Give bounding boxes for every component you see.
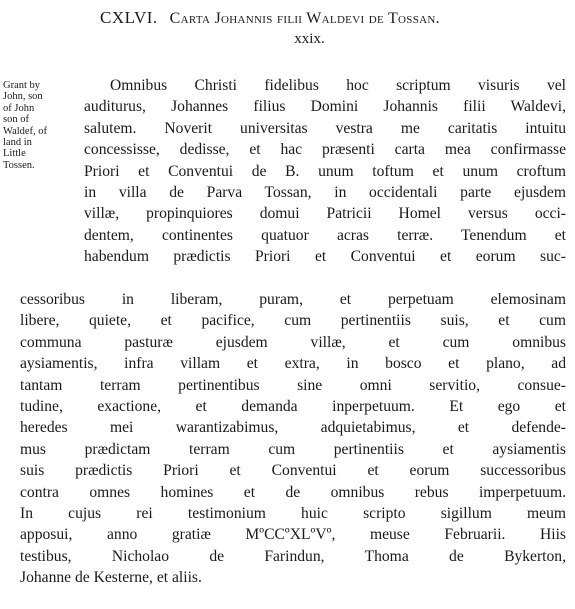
charter-subnumber: xxix. [294,31,325,47]
text-line: Priori et Conventui de B. unum toftum et unum croftum [84,162,566,180]
text-line: contra omnes homines et de omnibus rebus imperpetuum. [20,483,566,501]
charter-heading-line [0,8,575,29]
text-line: Johanne de Kesterne, et aliis. [20,569,202,587]
marginal-note-line: land in [3,137,32,149]
text-line: tudine, exactione, et demanda inperpetuum. Et ego et [20,397,566,415]
marginal-note-line: John, son [3,91,43,103]
text-line: libere, quiete, et pacifice, cum pertinentiis suis, et cum [20,312,566,330]
text-line: testibus, Nicholao de Farindun, Thoma de Bykerton, [20,547,566,565]
marginal-note-line: Tossen. [3,159,35,171]
text-line: heredes mei warantizabimus, adquietabimus, et defende- [20,419,566,437]
charter-number: CXLVI. [100,8,158,27]
text-line: apposui, anno gratiæ MºCCºXLºVº, meuse Februarii. Hiis [20,526,566,544]
text-line: tantam terram pertinentibus sine omni servitio, consue- [20,376,566,394]
text-line: aysiamentis, infra villam et extra, in bosco et plano, ad [20,355,566,373]
marginal-note-line: son of [3,114,29,126]
marginal-note-line: of John [3,102,35,114]
text-line: auditurus, Johannes filius Domini Johannis filii Waldevi, [84,98,566,116]
text-line: mus prædictam terram cum pertinentiis et aysiamentis [20,440,566,458]
charter-heading [0,8,575,48]
text-line: dentem, continentes quatuor acras terræ. Tenendum et [84,226,566,244]
text-line: habendum prædictis Priori et Conventui et eorum suc- [84,248,566,266]
text-line: salutem. Noverit universitas vestra me caritatis intuitu [84,119,566,137]
charter-text-indented [84,75,566,268]
marginal-note-line: Little [3,148,26,160]
text-line: concessisse, dedisse, et hac præsenti carta mea confirmasse [84,141,566,159]
text-line: In cujus rei testimonium huic scripto sigillum meum [20,504,566,522]
text-line: Omnibus Christi fidelibus hoc scriptum visuris vel [110,77,566,94]
text-line: communa pasturæ ejusdem villæ, et cum omnibus [20,333,566,351]
marginal-note [3,80,83,171]
text-line: cessoribus in liberam, puram, et perpetuam elemosinam [20,291,566,308]
text-line: in villa de Parva Tossan, in occidentali parte ejusdem [84,183,566,201]
text-line: suis prædictis Priori et Conventui et eorum successoribus [20,462,566,480]
charter-text-full [20,289,566,588]
text-line: villæ, propinquiores domui Patricii Homel versus occi- [84,205,566,223]
marginal-note-line: Grant by [3,80,41,91]
charter-title: Carta Johannis filii Waldevi de Tossan. [169,10,440,27]
marginal-note-line: Waldef, of [3,125,48,137]
